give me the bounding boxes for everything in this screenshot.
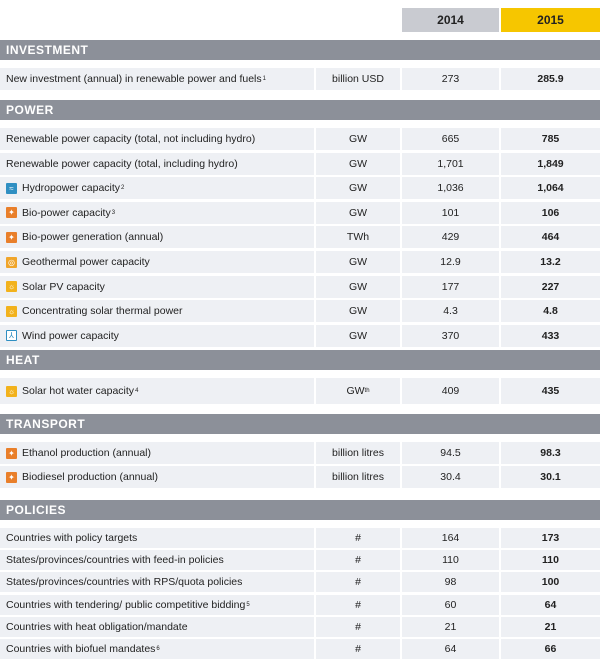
value-2014: 101 [402,202,499,224]
table-row [0,617,600,637]
table-row [0,442,600,464]
row-label [0,617,314,637]
row-label-text: Countries with heat obligation/mandate [6,620,188,633]
row-label [0,572,314,592]
row-unit [316,572,400,592]
section-title: TRANSPORT [6,417,86,431]
unit-text: GW [348,133,368,145]
value-2014: 30.4 [402,466,499,488]
bio-icon: ✦ [6,472,17,483]
unit-text: GW [348,157,368,170]
table-row [0,595,600,615]
table-row [0,202,600,224]
row-label-text: Bio-power generation (annual) [22,231,164,244]
row-label-text: Biodiesel production (annual) [22,471,159,483]
row-label-text: Hydropower capacity [22,182,121,195]
section-heat [0,350,600,370]
unit-text: GW [348,206,368,219]
row-unit [316,300,400,322]
row-label-text: Countries with biofuel mandates [6,643,156,655]
table-row [0,466,600,488]
table-row [0,639,600,659]
row-label [0,202,314,224]
row-unit [316,595,400,615]
section-title: INVESTMENT [6,43,89,57]
unit-text: # [355,620,361,633]
table-row [0,528,600,548]
value-2014: 1,036 [402,177,499,199]
year-2015-header: 2015 [501,8,600,32]
table-row [0,325,600,347]
value-2014: 429 [402,226,499,248]
footnote-marker: 4 [135,388,139,394]
value-2015: 100 [501,572,600,592]
row-label-text: States/provinces/countries with feed-in policies [6,554,224,567]
value-2014: 21 [402,617,499,637]
value-2015: 64 [501,595,600,615]
footnote-marker: 3 [111,209,116,216]
row-unit [316,251,400,273]
row-unit [316,202,400,224]
row-label [0,128,314,150]
row-unit [316,128,400,150]
row-label [0,300,314,322]
row-label [0,325,314,347]
value-2015: 98.3 [501,442,600,464]
row-unit [316,177,400,199]
row-label-text: Countries with policy targets [6,532,138,544]
value-2014: 94.5 [402,442,499,464]
value-2015: 4.8 [501,300,600,322]
section-title: HEAT [6,353,40,367]
row-unit [316,639,400,659]
row-label [0,251,314,273]
unit-text: billion USD [332,73,384,85]
value-2014: 60 [402,595,499,615]
value-2014: 12.9 [402,251,499,273]
value-2014: 164 [402,528,499,548]
row-unit [316,466,400,488]
footnote-marker: 1 [262,76,266,82]
solar-icon: ☼ [7,306,16,316]
value-2015: 106 [501,202,600,224]
value-2015: 435 [501,378,600,404]
row-unit [316,325,400,347]
unit-text: GW [348,182,368,195]
row-label-text: States/provinces/countries with RPS/quota policies [6,576,243,589]
geothermal-icon: ◎ [6,257,17,268]
unit-text: # [355,554,361,567]
value-2014: 1,701 [402,153,499,175]
unit-text: # [355,576,361,589]
value-2014: 98 [402,572,499,592]
value-2015: 173 [501,528,600,548]
row-label-text: Renewable power capacity (total, including hydro) [6,157,238,170]
unit-text: billion litres [332,447,384,459]
value-2015: 1,849 [501,153,600,175]
row-label-text: New investment (annual) in renewable power and fuels [6,73,262,85]
solar-icon: ☼ [7,282,16,292]
unit-subscript: th [364,388,370,394]
value-2015: 66 [501,639,600,659]
row-unit [316,378,400,404]
bio-icon: ✦ [6,207,17,218]
row-label [0,528,314,548]
row-label [0,466,314,488]
row-label [0,276,314,298]
unit-text: billion litres [332,471,384,483]
wind-icon: ⅄ [6,330,17,341]
table-row [0,251,600,273]
row-unit [316,226,400,248]
section-transport [0,414,600,434]
row-unit [316,550,400,570]
section-title: POWER [6,103,54,117]
table-row [0,572,600,592]
solar-icon: ☼ [7,386,16,396]
value-2015: 21 [501,617,600,637]
value-2015: 785 [501,128,600,150]
table-row [0,300,600,322]
table-row [0,378,600,404]
value-2014: 64 [402,639,499,659]
hydro-icon: ≈ [6,183,17,194]
unit-text: GW [348,256,368,268]
row-label [0,177,314,199]
table-row [0,226,600,248]
unit-text: GW [346,385,365,397]
footnote-marker: 5 [246,601,250,608]
row-label-text: Wind power capacity [22,329,119,342]
value-2015: 464 [501,226,600,248]
bio-icon: ✦ [6,448,17,459]
row-label-text: Geothermal power capacity [22,256,150,268]
table-row [0,128,600,150]
row-label [0,378,314,404]
table-row [0,276,600,298]
unit-text: TWh [346,231,370,244]
row-label [0,153,314,175]
table-row [0,153,600,175]
row-label [0,639,314,659]
row-unit [316,276,400,298]
row-label [0,226,314,248]
row-label [0,68,314,90]
value-2014: 177 [402,276,499,298]
value-2015: 13.2 [501,251,600,273]
value-2015: 227 [501,276,600,298]
row-label [0,550,314,570]
unit-text: # [355,643,361,655]
bio-icon: ✦ [6,232,17,243]
row-label-text: Solar PV capacity [22,280,105,293]
unit-text: # [355,598,361,611]
unit-text: GW [348,329,368,342]
section-policies [0,500,600,520]
row-label-text: Countries with tendering/ public competitive bidding [6,598,246,611]
row-label [0,595,314,615]
row-label-text: Concentrating solar thermal power [22,305,183,318]
unit-text: GW [348,280,368,293]
value-2015: 30.1 [501,466,600,488]
value-2014: 665 [402,128,499,150]
value-2015: 285.9 [501,68,600,90]
row-label-text: Ethanol production (annual) [22,447,152,459]
year-2014-header: 2014 [402,8,499,32]
value-2014: 4.3 [402,300,499,322]
footnote-marker: 2 [121,185,125,192]
row-unit [316,528,400,548]
row-label-text: Renewable power capacity (total, not including hydro) [6,133,256,145]
section-title: POLICIES [6,503,67,517]
row-label-text: Solar hot water capacity [22,385,135,397]
value-2014: 273 [402,68,499,90]
section-investment [0,40,600,60]
value-2015: 433 [501,325,600,347]
value-2014: 409 [402,378,499,404]
year-header [0,8,600,32]
row-unit [316,68,400,90]
section-power [0,100,600,120]
table-row [0,177,600,199]
value-2015: 1,064 [501,177,600,199]
row-label-text: Bio-power capacity [22,206,111,219]
row-unit [316,442,400,464]
row-unit [316,617,400,637]
value-2014: 370 [402,325,499,347]
table-row [0,68,600,90]
footnote-marker: 6 [156,646,160,652]
unit-text: GW [348,305,368,318]
table-row [0,550,600,570]
row-label [0,442,314,464]
value-2014: 110 [402,550,499,570]
row-unit [316,153,400,175]
value-2015: 110 [501,550,600,570]
unit-text: # [355,532,361,544]
